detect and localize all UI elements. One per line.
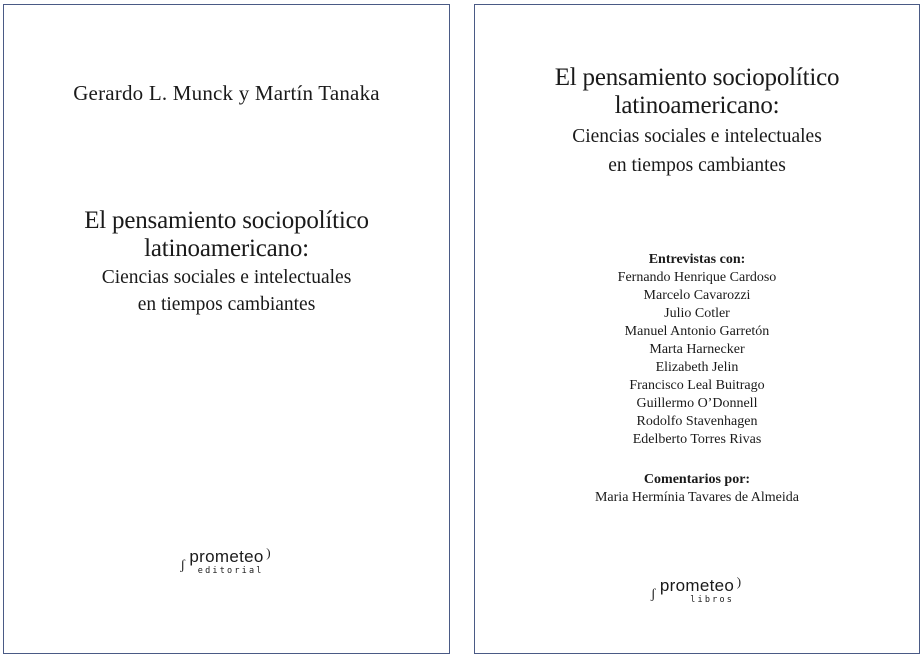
book-subtitle-line-1: Ciencias sociales e intelectuales — [572, 126, 822, 147]
book-subtitle-line-2: en tiempos cambiantes — [608, 155, 786, 176]
interviewee-name: Marcelo Cavarozzi — [643, 288, 751, 303]
left-title-block — [4, 207, 449, 317]
logo-wordmark: prometeo — [659, 576, 735, 595]
interviewee-name: Julio Cotler — [664, 306, 730, 321]
book-title-line-1: El pensamiento sociopolítico — [84, 207, 369, 234]
logo-paren: ) — [266, 545, 271, 560]
logo-paren: ) — [736, 574, 742, 589]
comments-section — [475, 471, 919, 507]
commentator-name: Maria Hermínia Tavares de Almeida — [594, 490, 800, 505]
publisher-logo-libros — [475, 574, 919, 607]
book-title-line-2: latinoamericano: — [144, 235, 309, 262]
interviewee-name: Elizabeth Jelin — [655, 360, 739, 375]
interviewee-name: Edelberto Torres Rivas — [632, 432, 762, 447]
interviewee-name: Guillermo O’Donnell — [636, 396, 758, 411]
logo-subtext: editorial — [197, 566, 264, 576]
left-page — [3, 4, 450, 654]
interviewee-name: Francisco Leal Buitrago — [629, 378, 765, 393]
interviewee-name: Fernando Henrique Cardoso — [617, 270, 777, 285]
logo-mark: ʃ — [180, 558, 186, 573]
interviews-section — [475, 251, 919, 449]
right-title-block — [475, 64, 919, 178]
book-title-line-1: El pensamiento sociopolítico — [554, 64, 840, 91]
logo-mark: ʃ — [650, 587, 656, 602]
book-subtitle-line-1: Ciencias sociales e intelectuales — [101, 267, 352, 288]
interviewee-name: Manuel Antonio Garretón — [624, 324, 770, 339]
publisher-logo-editorial — [4, 545, 449, 578]
logo-wordmark: prometeo — [189, 547, 264, 566]
author-names: Gerardo L. Munck y Martín Tanaka — [73, 81, 380, 105]
logo-subtext: libros — [690, 595, 735, 605]
interviewee-name: Marta Harnecker — [649, 342, 745, 357]
right-page — [474, 4, 920, 654]
comments-heading: Comentarios por: — [643, 472, 751, 487]
book-subtitle-line-2: en tiempos cambiantes — [137, 294, 316, 315]
prometeo-logo — [650, 574, 742, 605]
interviewee-name: Rodolfo Stavenhagen — [636, 414, 758, 429]
interviews-heading: Entrevistas con: — [648, 252, 746, 267]
prometeo-logo — [180, 545, 271, 576]
book-title-line-2: latinoamericano: — [614, 92, 780, 119]
